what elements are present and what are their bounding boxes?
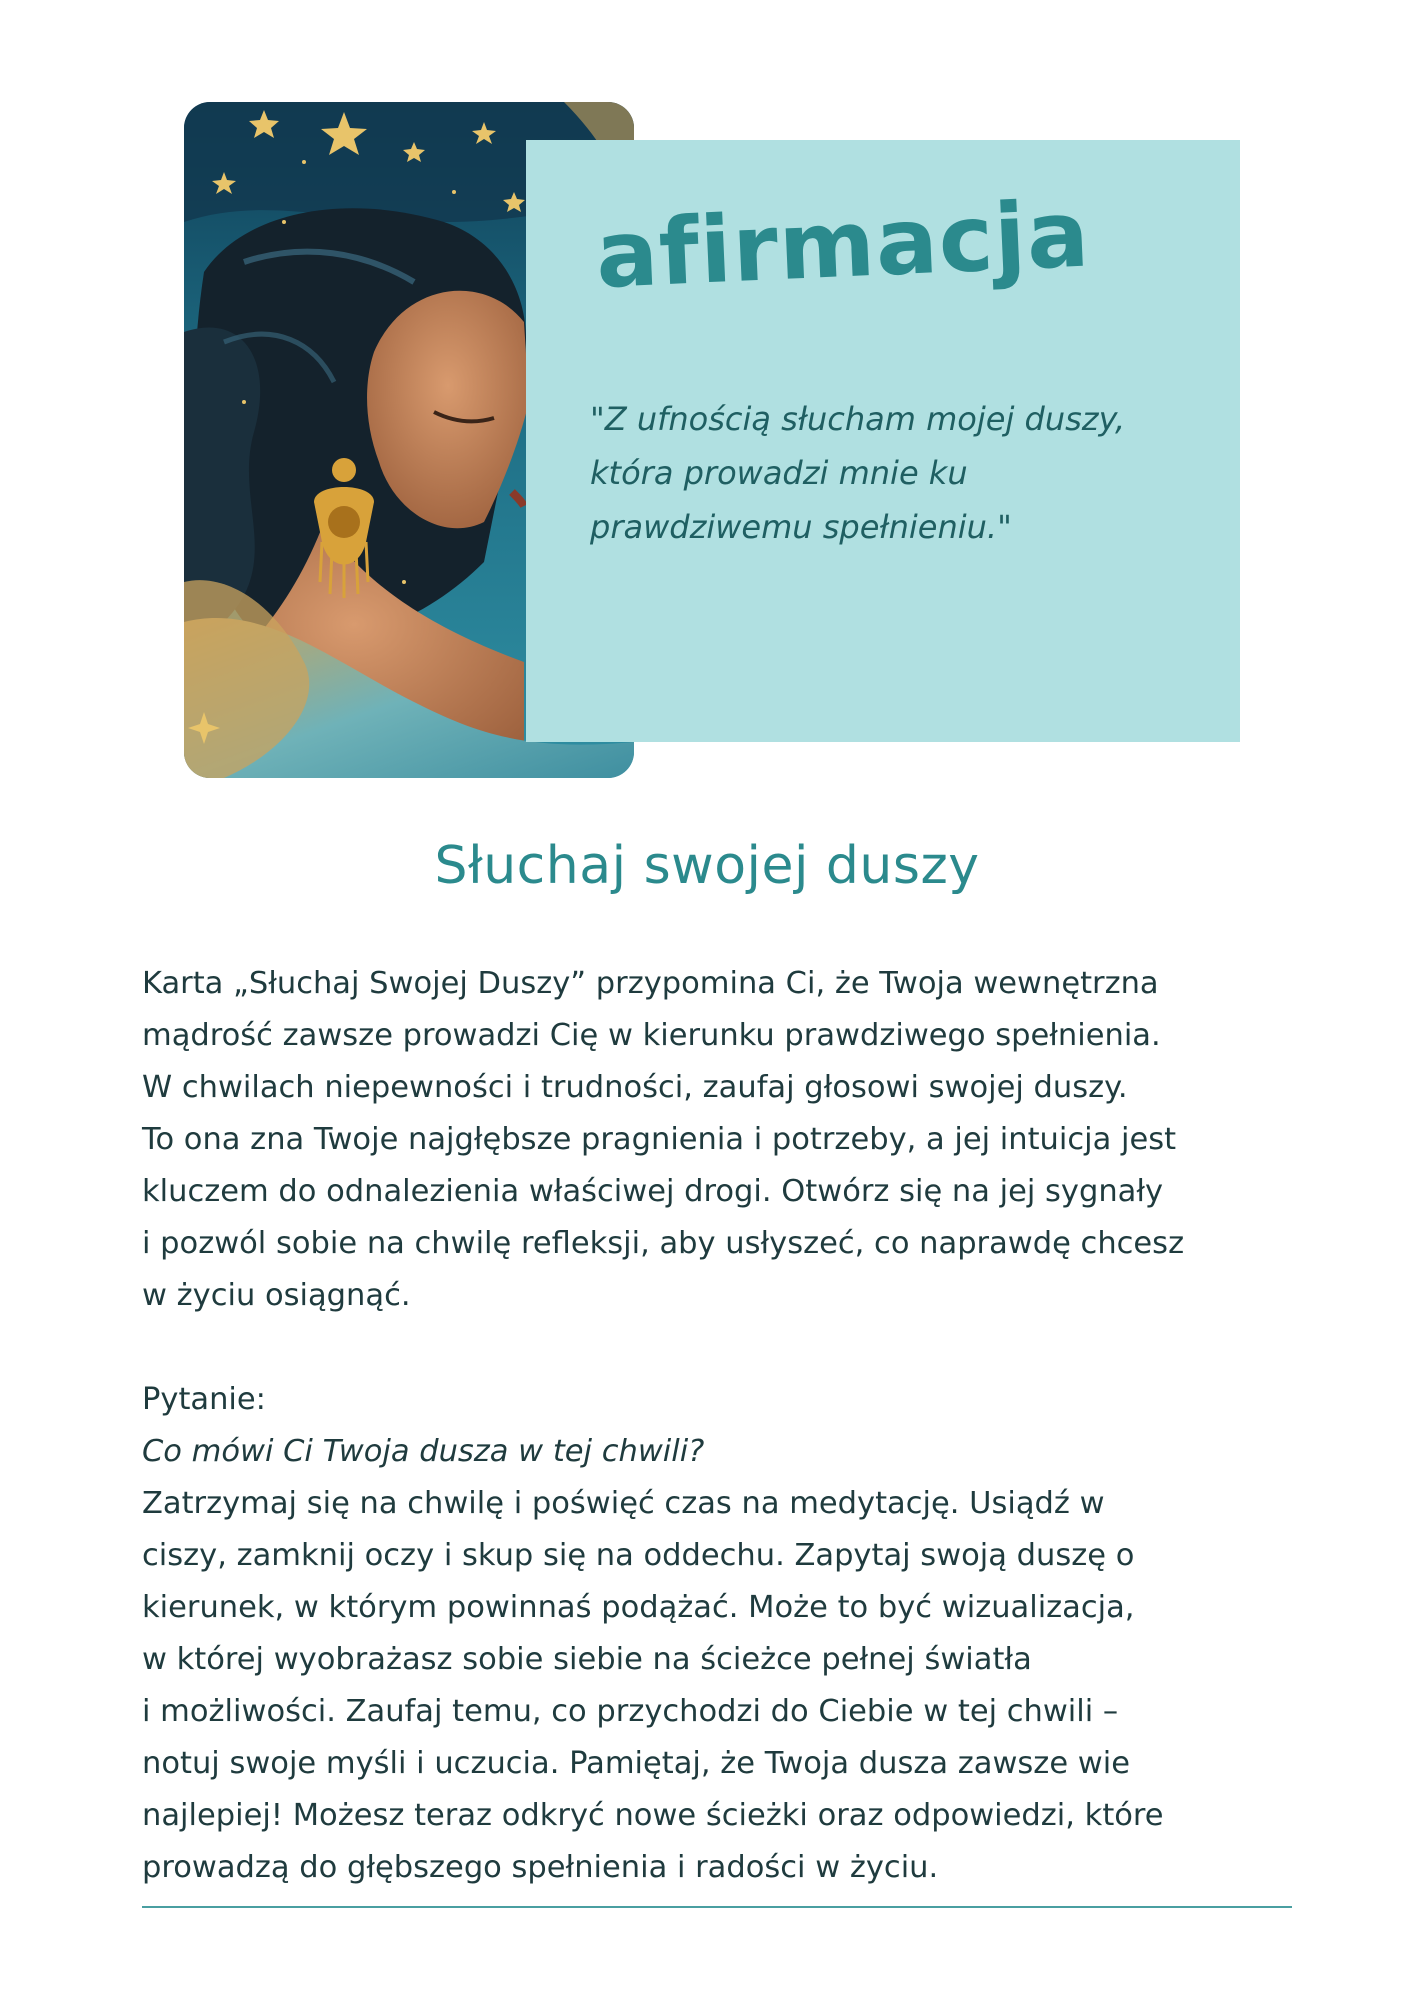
affirmation-quote: "Z ufnością słucham mojej duszy, która prowadzi mnie ku prawdziwemu spełnieniu.": [590, 400, 1126, 546]
card-description: Karta „Słuchaj Swojej Duszy” przypomina Ci, że Twoja wewnętrzna mądrość zawsze prowadzi Cię w kierunku prawdziwego spełnienia. W chwilach niepewności i trudności, zaufaj głosowi swojej duszy. To ona zna Twoje najgłębsze pragnienia i potrzeby, a jej intuicja jest kluczem do odnalezienia właściwej drogi. Otwórz się na jej sygnały i pozwól sobie na chwilę refleksji, aby usłyszeć, co naprawdę chcesz w życiu osiągnąć.: [142, 966, 1185, 1313]
question-text: Co mówi Ci Twoja dusza w tej chwili?: [142, 1434, 705, 1469]
paragraph-spacer: [142, 1322, 1292, 1374]
question-label: Pytanie:: [142, 1382, 266, 1417]
bottom-divider: [142, 1906, 1292, 1908]
card-title: Słuchaj swojej duszy: [434, 836, 980, 896]
guidance-text: Zatrzymaj się na chwilę i poświęć czas na medytację. Usiądź w ciszy, zamknij oczy i skup się na oddechu. Zapytaj swoją duszę o kierunek, w którym powinnaś podążać. Może to być wizualizacja, w której wyobrażasz sobie siebie na ścieżce pełnej światła i możliwości. Zaufaj temu, co przychodzi do Ciebie w tej chwili – notuj swoje myśli i uczucia. Pamiętaj, że Twoja dusza zawsze wie najlepiej! Możesz teraz odkryć nowe ścieżki oraz odpowiedzi, które prowadzą do głębszego spełnienia i radości w życiu.: [142, 1486, 1164, 1885]
affirmation-heading: afirmacja: [593, 180, 1092, 309]
card-content: [142, 958, 1292, 1894]
